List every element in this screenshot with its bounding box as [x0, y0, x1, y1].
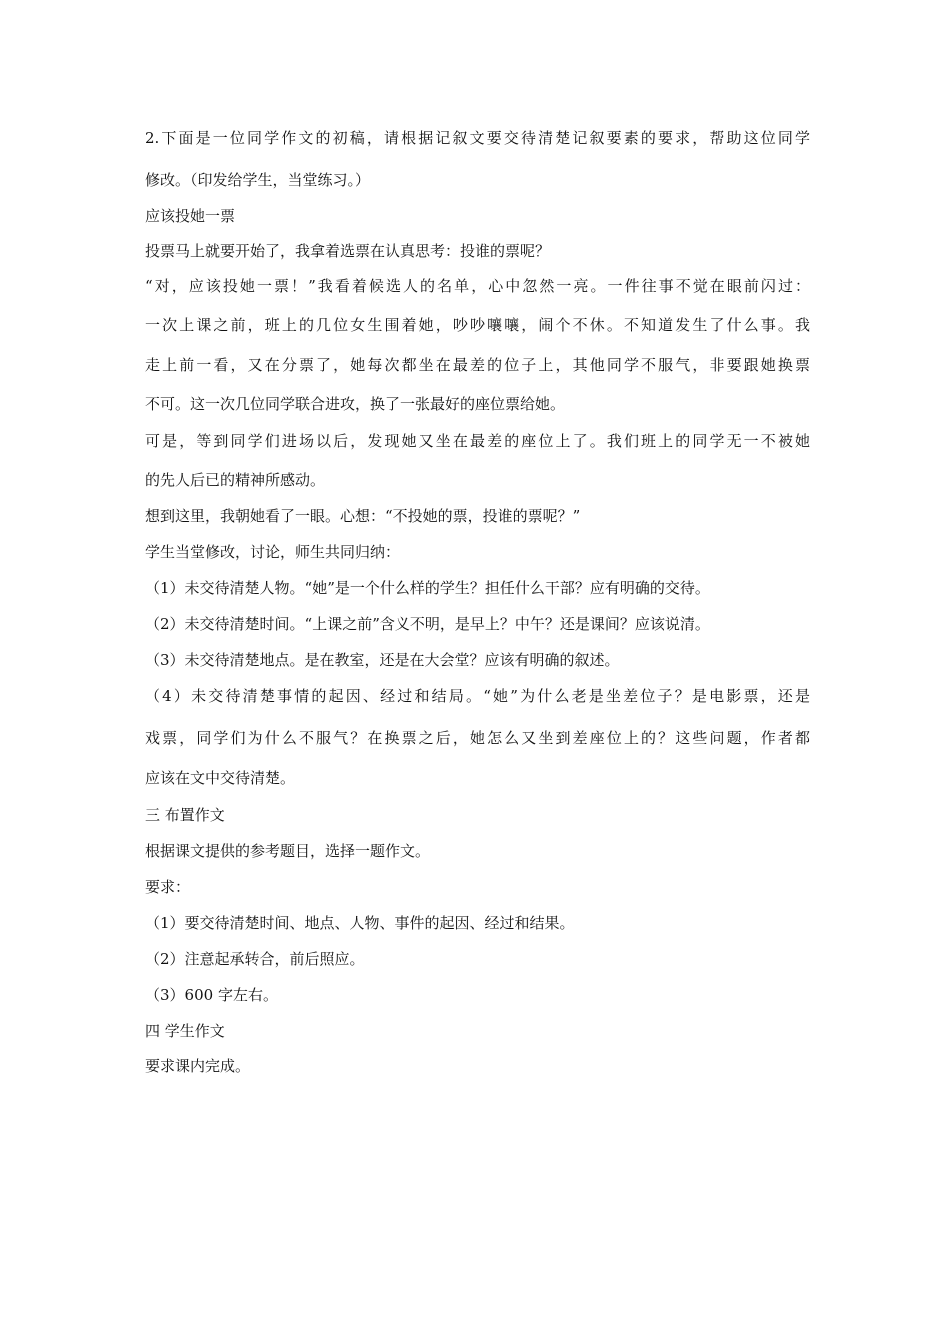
paragraph-line: 2.下面是一位同学作文的初稿，请根据记叙文要交待清楚记叙要素的要求，帮助这位同学: [145, 129, 810, 147]
paragraph-line: 要求课内完成。: [145, 1057, 251, 1075]
paragraph-line: 可是，等到同学们进场以后，发现她又坐在最差的座位上了。我们班上的同学无一不被她: [145, 432, 810, 450]
paragraph-line: 走上前一看，又在分票了，她每次都坐在最差的位子上，其他同学不服气，非要跟她换票: [145, 356, 810, 374]
paragraph-line: 根据课文提供的参考题目，选择一题作文。: [145, 842, 431, 860]
paragraph-line: 应该在文中交待清楚。: [145, 769, 296, 787]
paragraph-line: “对，应该投她一票！”我看着候选人的名单，心中忽然一亮。一件往事不觉在眼前闪过：: [145, 277, 810, 295]
list-item: （4）未交待清楚事情的起因、经过和结局。“她”为什么老是坐差位子？是电影票，还是: [145, 687, 810, 705]
list-item: （1）要交待清楚时间、地点、人物、事件的起因、经过和结果。: [145, 914, 575, 932]
list-item: （2）未交待清楚时间。“上课之前”含义不明，是早上？中午？还是课间？应该说清。: [145, 615, 710, 633]
paragraph-line: 不可。这一次几位同学联合进攻，换了一张最好的座位票给她。: [145, 395, 566, 413]
list-item: （3）未交待清楚地点。是在教室，还是在大会堂？应该有明确的叙述。: [145, 651, 620, 669]
paragraph-line: 要求：: [145, 878, 191, 896]
paragraph-line: 学生当堂修改，讨论，师生共同归纳：: [145, 543, 401, 561]
paragraph-line: 一次上课之前，班上的几位女生围着她，吵吵嚷嚷，闹个不休。不知道发生了什么事。我: [145, 316, 810, 334]
paragraph-line: 的先人后已的精神所感动。: [145, 471, 326, 489]
paragraph-line: 修改。（印发给学生，当堂练习。）: [145, 171, 371, 189]
paragraph-line: 投票马上就要开始了，我拿着选票在认真思考：投谁的票呢？: [145, 242, 551, 260]
list-item: （3）600 字左右。: [145, 986, 278, 1004]
list-item: （2）注意起承转合，前后照应。: [145, 950, 365, 968]
paragraph-line: 想到这里，我朝她看了一眼。心想：“不投她的票，投谁的票呢？”: [145, 507, 581, 525]
section-heading: 四 学生作文: [145, 1022, 225, 1040]
list-item: （1）未交待清楚人物。“她”是一个什么样的学生？担任什么干部？应有明确的交待。: [145, 579, 710, 597]
paragraph-line: 戏票，同学们为什么不服气？在换票之后，她怎么又坐到差座位上的？这些问题，作者都: [145, 729, 810, 747]
essay-title: 应该投她一票: [145, 207, 236, 225]
section-heading: 三 布置作文: [145, 806, 225, 824]
